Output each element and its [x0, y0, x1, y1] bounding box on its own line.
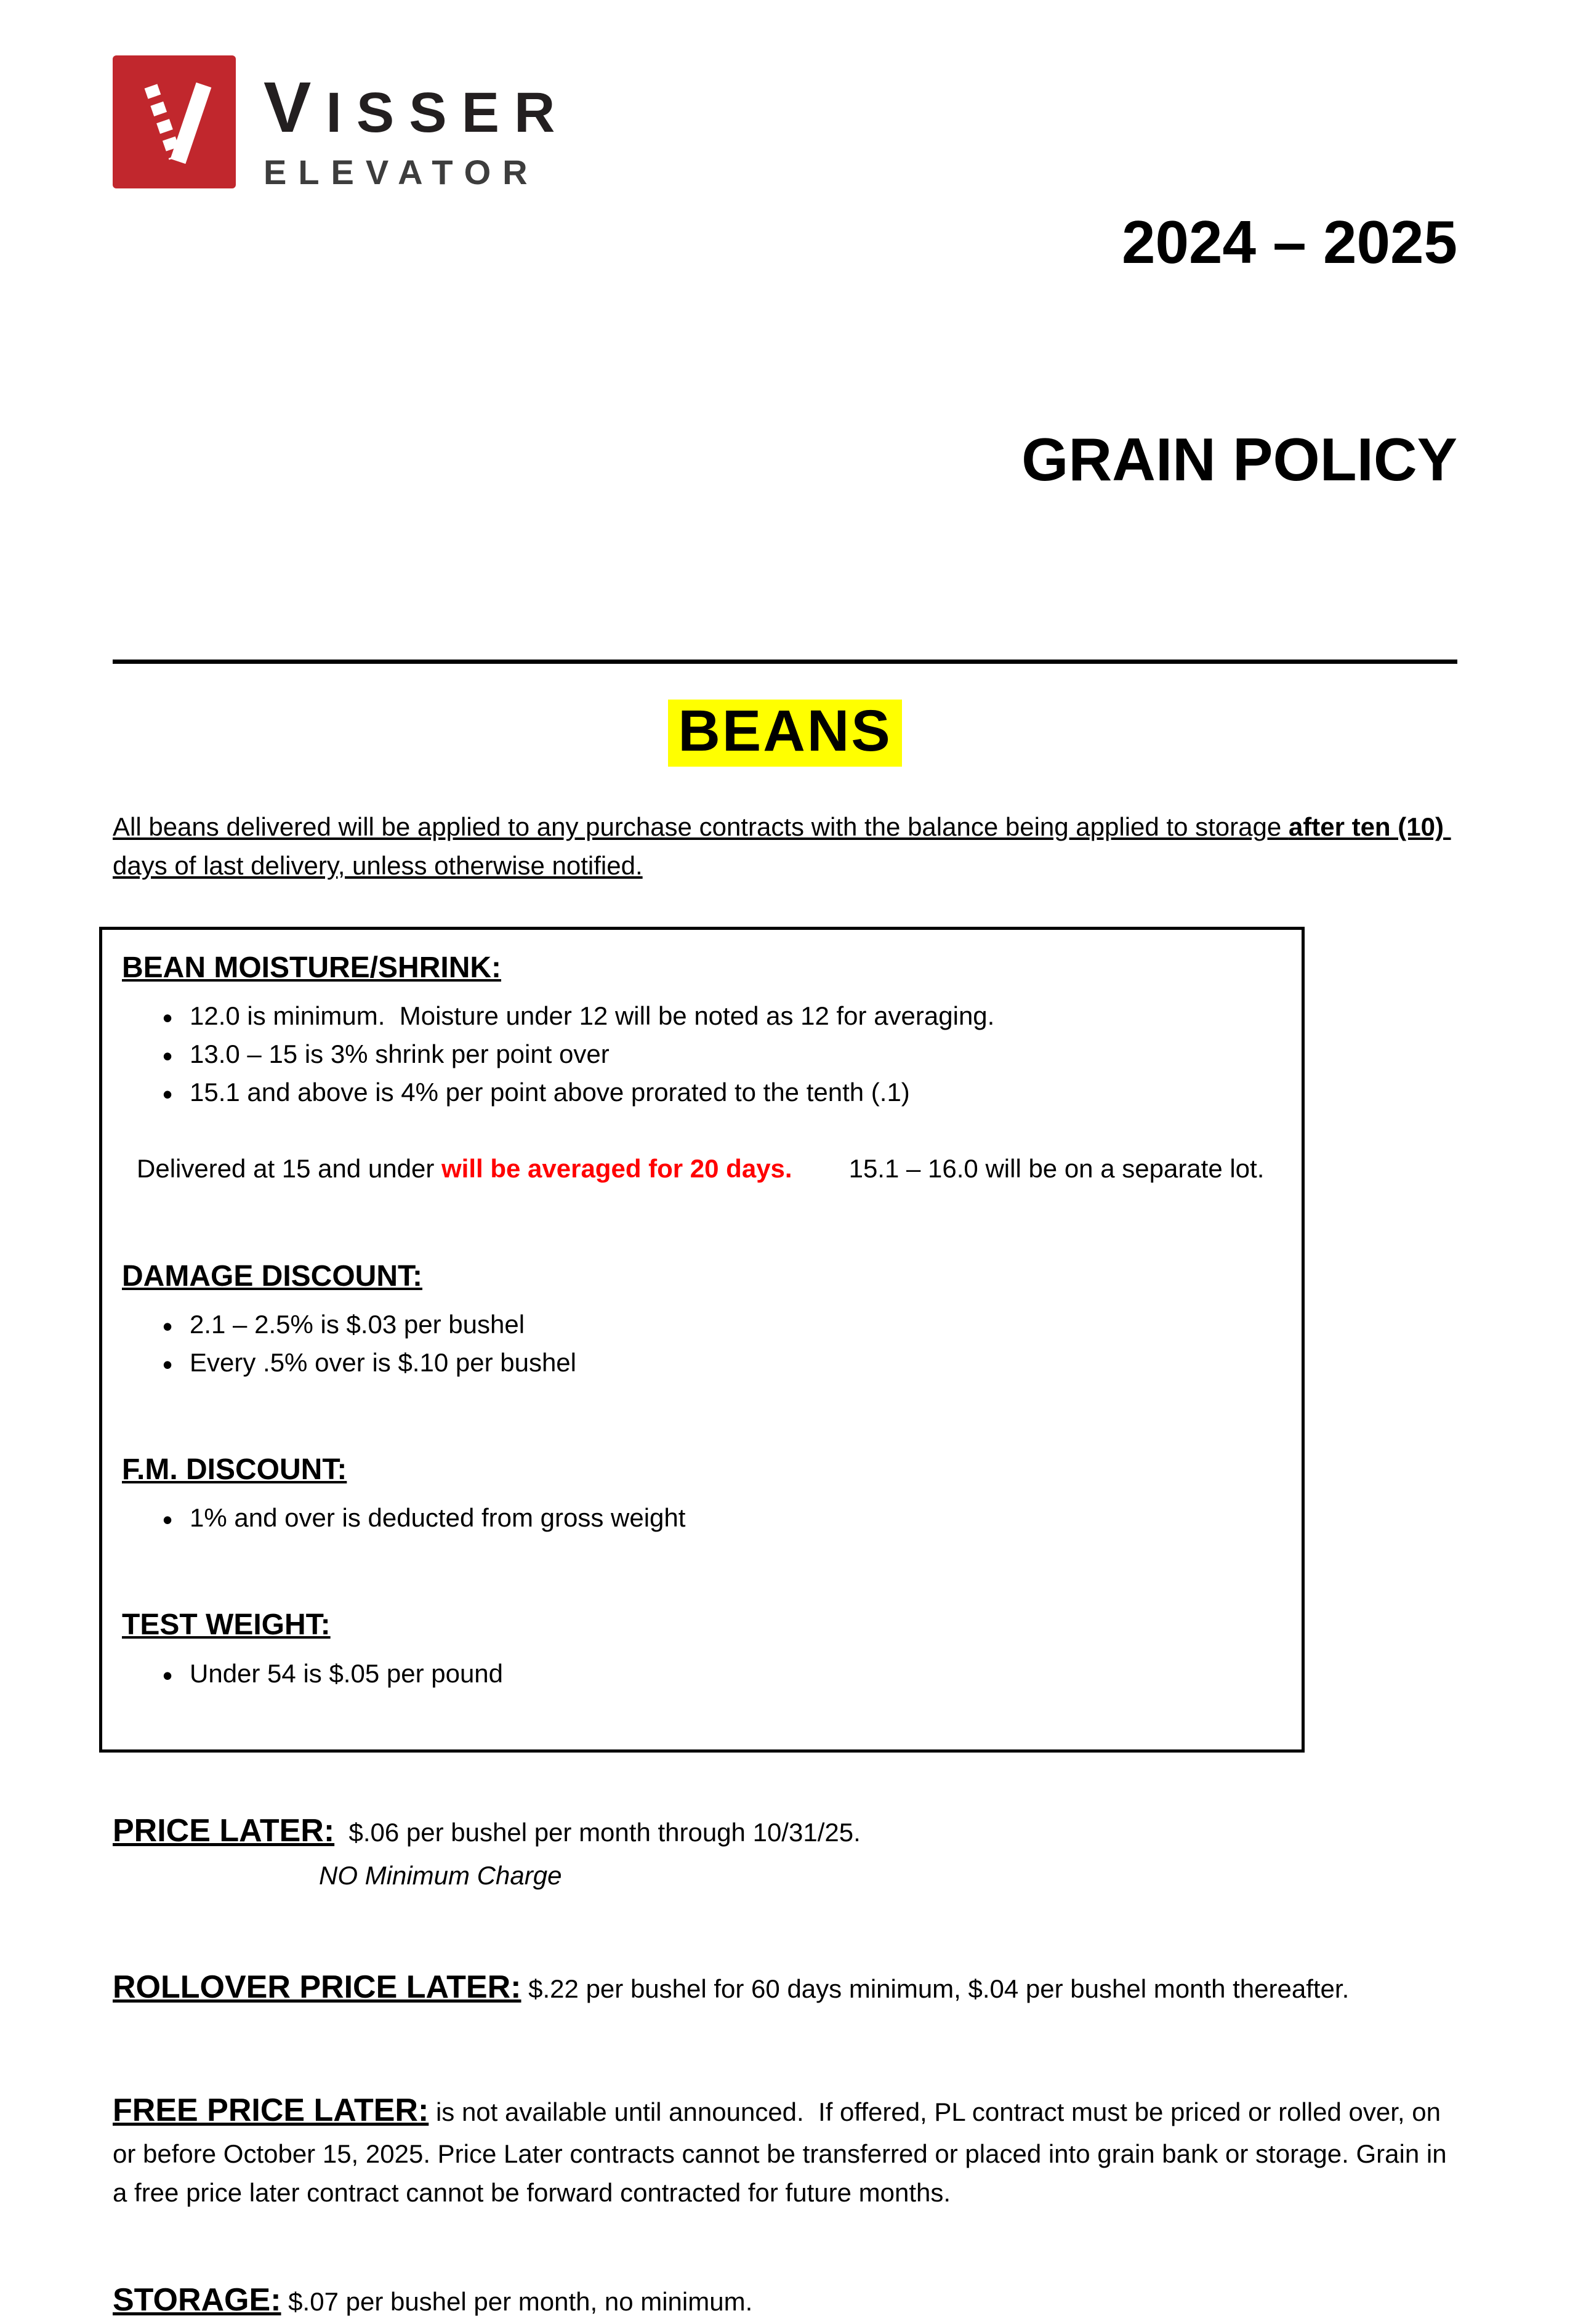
bullet-item: • 2.1 – 2.5% is $.03 per bushel: [163, 1305, 1274, 1344]
header-title-block: [1021, 55, 1457, 641]
price-later-note: NO Minimum Charge: [319, 1860, 562, 1890]
fm-heading: F.M. DISCOUNT:: [122, 1453, 347, 1487]
rollover-heading: ROLLOVER PRICE LATER:: [113, 1969, 521, 2005]
storage-heading: STORAGE:: [113, 2282, 281, 2318]
bullet-item: • Under 54 is $.05 per pound: [163, 1655, 1274, 1693]
bullet-item: • Every .5% over is $.10 per bushel: [163, 1344, 1274, 1382]
free-price-later-heading: FREE PRICE LATER:: [113, 2092, 429, 2128]
moisture-bullet-list: [122, 997, 1274, 1112]
page-title: BEANS: [668, 700, 902, 767]
visser-logo: [113, 55, 236, 188]
header: [113, 55, 1457, 641]
note-text: Delivered at 15 and under: [137, 1154, 441, 1184]
bullet-item: • 15.1 and above is 4% per point above prorated to the tenth (.1): [163, 1073, 1274, 1112]
damage-bullet-list: [122, 1305, 1274, 1382]
storage-section: [113, 2276, 1457, 2324]
brand-subname: ELEVATOR: [264, 153, 539, 192]
note-text-right: 15.1 – 16.0 will be on a separate lot.: [848, 1154, 1265, 1184]
free-price-later-section: [113, 2086, 1457, 2212]
intro-text-cont: days of last delivery, unless otherwise notified.: [113, 812, 1451, 880]
price-later-section: [113, 1807, 1457, 1855]
grain-policy-title: GRAIN POLICY: [1021, 425, 1457, 493]
header-rule: [113, 660, 1457, 664]
brand-block: [113, 55, 570, 190]
price-later-heading: PRICE LATER:: [113, 1812, 335, 1849]
fm-bullet-list: [122, 1499, 1274, 1537]
document-title-row: [113, 700, 1457, 767]
free-price-later-text: is not available until announced. If offered, PL contract must be priced or rolled over, on or before October 15, 2025. Price Later contracts cannot be transferred or placed into grain bank or storage. Grain in a free price later contract cannot be forward contracted for future months.: [113, 2097, 1454, 2207]
bullet-item: • 12.0 is minimum. Moisture under 12 will be noted as 12 for averaging.: [163, 997, 1274, 1035]
bullet-item: • 13.0 – 15 is 3% shrink per point over: [163, 1035, 1274, 1073]
storage-text: $.07 per bushel per month, no minimum.: [281, 2286, 753, 2316]
test-weight-heading: TEST WEIGHT:: [122, 1608, 331, 1642]
rollover-text: $.22 per bushel for 60 days minimum, $.04 per bushel month thereafter.: [521, 1974, 1350, 2003]
note-red-text: will be averaged for 20 days.: [441, 1154, 792, 1184]
bullet-item: • 1% and over is deducted from gross weight: [163, 1499, 1274, 1537]
policy-box: [99, 927, 1305, 1753]
intro-paragraph: [113, 807, 1457, 885]
moisture-heading: BEAN MOISTURE/SHRINK:: [122, 951, 502, 984]
damage-heading: DAMAGE DISCOUNT:: [122, 1259, 422, 1293]
brand-name: VISSER: [264, 67, 570, 147]
rollover-section: [113, 1963, 1457, 2011]
price-later-text: $.06 per bushel per month through 10/31/25.: [334, 1817, 861, 1847]
brand-text: [264, 55, 570, 190]
test-weight-bullet-list: [122, 1655, 1274, 1693]
logo-v-icon: [113, 55, 236, 188]
year-range: 2024 – 2025: [1122, 208, 1457, 276]
intro-text: All beans delivered will be applied to any purchase contracts with the balance being applied to storage: [113, 812, 1289, 841]
averaging-note: [137, 1150, 1274, 1188]
intro-bold-text: after ten (10): [1288, 812, 1444, 841]
